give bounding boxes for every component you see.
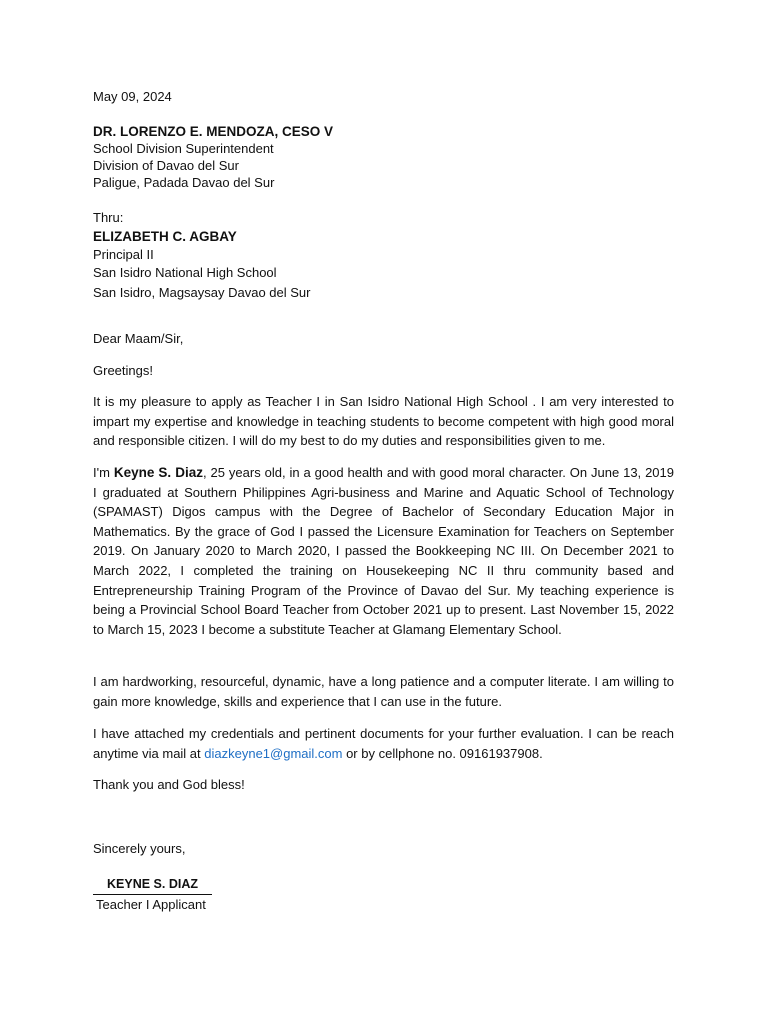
paragraph-background-text: , 25 years old, in a good health and with good moral character. On June 13, 2019 I graduated at Southern Philippines Agri-business and Marine and Aquatic School of Technology (SPAMAST) Digos campus with the Degree of Bachelor of Secondary Education Major in Mathematics. By the grace of God I passed the Licensure Examination for Teachers on September 2019. On January 2020 to March 2020, I passed the Bookkeeping NC III. On December 2021 to March 2022, I completed the training on Housekeeping NC II thru community based and Entrepreneurship Training Program of the Province of Davao del Sur. My teaching experience is being a Provincial School Board Teacher from October 2021 up to present. Last November 15, 2022 to March 15, 2023 I become a substitute Teacher at Glamang Elementary School.: [93, 465, 674, 637]
thanks-line: Thank you and God bless!: [93, 777, 245, 792]
recipient-address: Paligue, Padada Davao del Sur: [93, 175, 275, 190]
signature-name: KEYNE S. DIAZ: [93, 876, 212, 895]
thru-label: Thru:: [93, 210, 124, 225]
thru-school: San Isidro National High School: [93, 265, 277, 280]
paragraph-qualities: I am hardworking, resourceful, dynamic, have a long patience and a computer literate. I am willing to gain more knowledge, skills and experience that I can use in the future.: [93, 674, 674, 709]
paragraph-background-prefix: I'm: [93, 465, 114, 480]
recipient-title: School Division Superintendent: [93, 141, 274, 156]
email-link[interactable]: diazkeyne1@gmail.com: [204, 745, 343, 761]
recipient-division: Division of Davao del Sur: [93, 158, 239, 173]
paragraph-contact-before: I have attached my credentials and pertinent documents for your further evaluation. I can be reach anytime via mail at: [93, 726, 674, 761]
closing: Sincerely yours,: [93, 841, 186, 856]
recipient-name: DR. LORENZO E. MENDOZA, CESO V: [93, 124, 334, 139]
signature-title: Teacher I Applicant: [96, 897, 206, 912]
thru-title: Principal II: [93, 247, 154, 262]
paragraph-contact-after: or by cellphone no. 09161937908.: [342, 745, 543, 761]
paragraph-background: [93, 463, 674, 639]
paragraph-intro: It is my pleasure to apply as Teacher I in San Isidro National High School . I am very interested to impart my expertise and knowledge in teaching students to become competent with high good moral and responsible citizen. I will do my best to do my duties and responsibilities given to me.: [93, 394, 674, 449]
salutation: Dear Maam/Sir,: [93, 331, 184, 346]
thru-address: San Isidro, Magsaysay Davao del Sur: [93, 285, 311, 300]
applicant-name-inline: Keyne S. Diaz: [113, 465, 203, 480]
paragraph-contact: [93, 724, 674, 763]
thru-name: ELIZABETH C. AGBAY: [93, 229, 237, 244]
greeting: Greetings!: [93, 363, 153, 378]
letter-date: May 09, 2024: [93, 89, 172, 104]
